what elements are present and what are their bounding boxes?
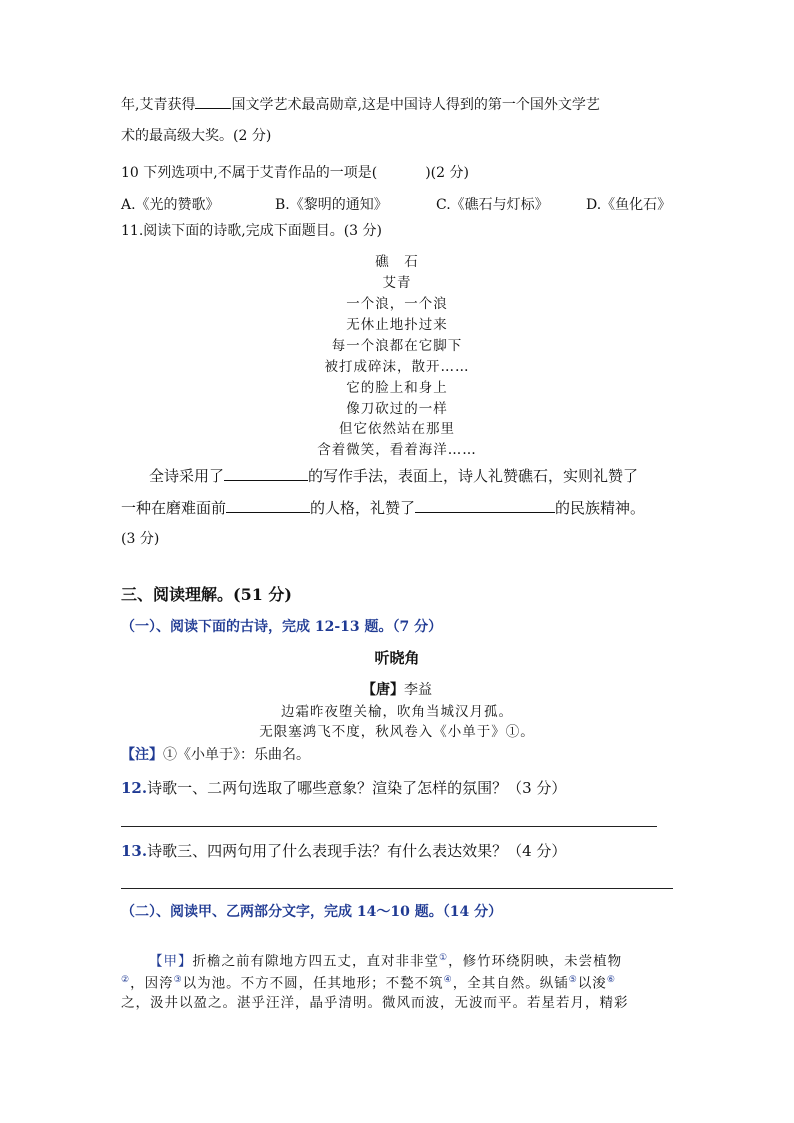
q11-score: (3 分) [121,531,160,547]
jia-line2 [121,970,616,994]
section3-heading: 三、阅读理解。(51 分) [121,585,292,604]
poem-note [121,745,310,765]
footnote-marker: ⑤ [568,975,578,985]
jia-line3: 之，汲井以盈之。湛乎汪洋，晶乎清明。微风而波，无波而平。若星若月，精彩 [121,995,629,1011]
q9-line2: 术的最高级大奖。(2 分) [121,128,272,144]
q10-option-d[interactable]: D.《鱼化石》 [586,197,672,213]
poem-note-text: ①《小单于》：乐曲名。 [163,747,310,763]
q11-blank-2[interactable] [226,497,310,513]
ancient-poem-line2: 无限塞鸿飞不度，秋风卷入《小单于》①。 [259,724,535,740]
jia-line2-a: ，因洿 [130,975,174,992]
q11-poem-line: 它的脸上和身上 [346,380,448,396]
ancient-poem-title: 听晓角 [374,649,420,667]
q13-answer-line[interactable] [121,888,673,889]
jia-line2-c: ，全其自然。纵锸 [452,975,569,992]
q11-blank-1[interactable] [224,465,308,481]
footnote-marker: ④ [443,975,453,985]
q11-poem-author: 艾青 [382,275,412,291]
q9-line1 [121,93,600,115]
jia-line1-a: 折檐之前有隙地方四五丈，直对非非堂 [192,953,439,970]
q11-fill2-a: 一种在磨难面前 [121,499,227,517]
q11-fill-line2 [121,497,645,518]
q12-text: 诗歌一、二两句选取了哪些意象？渲染了怎样的氛围？（3 分） [147,779,567,797]
q11-fill2-b: 的人格，礼赞了 [310,499,416,517]
q13-number: 13. [121,842,148,860]
section3-part1-heading: （一）、阅读下面的古诗，完成 12-13 题。（7 分） [121,619,443,635]
q11-stem: 11.阅读下面的诗歌,完成下面题目。(3 分) [121,223,382,239]
q9-line1-post: 国文学艺术最高勋章,这是中国诗人得到的第一个国外文学艺 [231,97,600,113]
section3-part2-heading: （二）、阅读甲、乙两部分文字，完成 14～10 题。（14 分） [121,904,503,920]
q12-number: 12. [121,779,148,797]
q11-poem-line: 无休止地扑过来 [346,317,448,333]
q11-poem-line: 被打成碎沫，散开…… [324,359,470,375]
footnote-marker: ① [439,953,449,963]
q11-fill1-a: 全诗采用了 [149,467,225,485]
q11-poem-line: 一个浪，一个浪 [346,296,448,312]
q11-fill-line1 [149,465,638,486]
q12-answer-line[interactable] [121,826,657,827]
ancient-poem-author [0,680,794,700]
q11-poem-line: 但它依然站在那里 [339,421,455,437]
footnote-marker: ⑥ [606,975,616,985]
q10-stem [121,163,469,183]
jia-line1 [149,948,622,972]
footnote-marker: ② [121,975,131,985]
q11-poem-line: 每一个浪都在它脚下 [331,338,463,354]
q10-option-b[interactable]: B.《黎明的通知》 [275,197,388,213]
q9-blank[interactable] [195,93,231,109]
q11-fill2-c: 的民族精神。 [555,499,646,517]
ancient-poem-dynasty: 【唐】 [362,682,404,698]
q9-line1-pre: 年,艾青获得 [121,97,196,113]
ancient-poem-author-name: 李益 [404,682,432,698]
q11-poem-title: 礁 石 [375,254,419,270]
q13-text: 诗歌三、四两句用了什么表现手法？有什么表达效果？（4 分） [147,842,567,860]
q11-blank-3[interactable] [415,497,555,513]
jia-line1-b: ，修竹环绕阴映，未尝植物 [448,953,623,970]
q10-stem-text: 10 下列选项中,不属于艾青作品的一项是( [121,165,378,181]
q10-stem-end: )(2 分) [425,165,469,181]
q12 [121,778,566,798]
q13 [121,841,566,861]
jia-line2-d: 以浚 [577,975,607,992]
footnote-marker: ③ [173,975,183,985]
poem-note-label: 【注】 [121,747,163,763]
ancient-poem-line1: 边霜昨夜堕关榆，吹角当城汉月孤。 [281,704,513,720]
q10-option-c[interactable]: C.《礁石与灯标》 [436,197,549,213]
jia-line2-b: 以为池。不方不圆，任其地形；不甃不筑 [182,975,444,992]
q10-option-a[interactable]: A.《光的赞歌》 [121,197,220,213]
q11-poem-line: 像刀砍过的一样 [346,401,448,417]
jia-label: 【甲】 [149,953,193,970]
q11-poem-line: 含着微笑，看着海洋…… [317,442,477,458]
q11-fill1-b: 的写作手法，表面上，诗人礼赞礁石，实则礼赞了 [308,467,639,485]
